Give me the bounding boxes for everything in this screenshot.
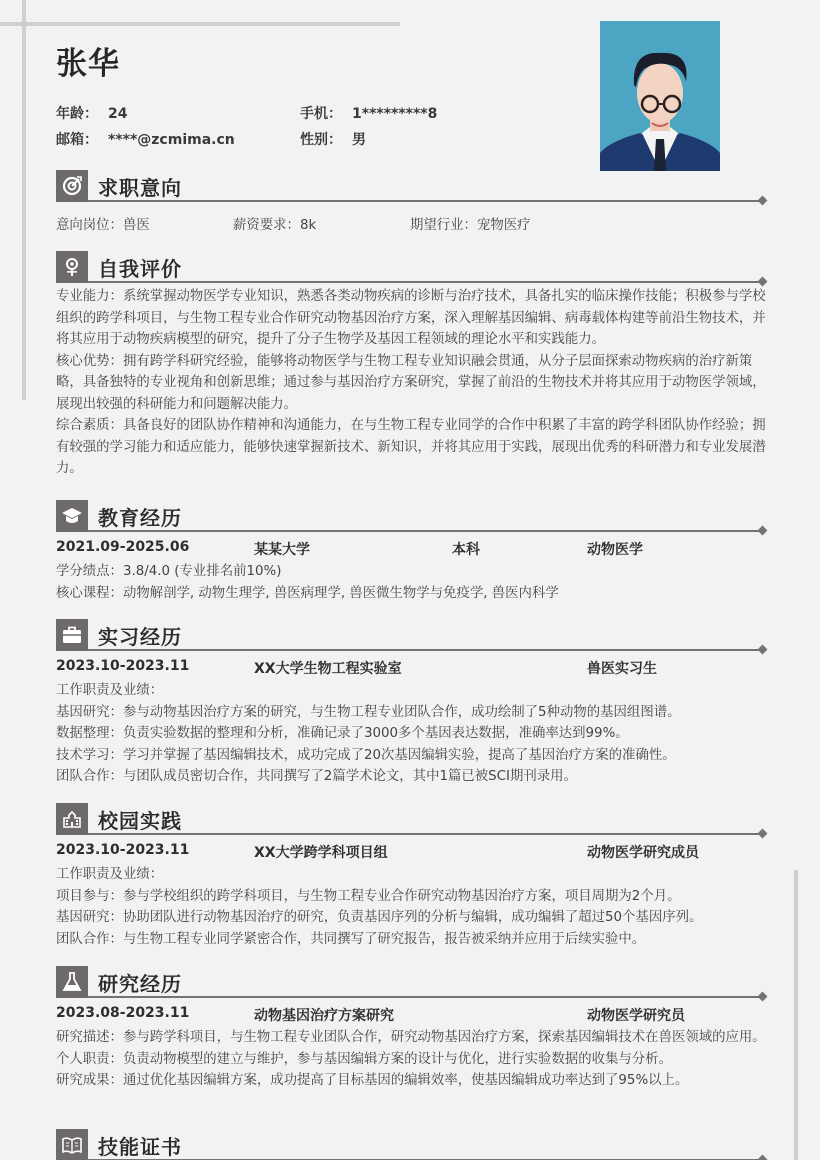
section-header: [56, 966, 766, 998]
flask-icon: [56, 966, 88, 998]
section-title: 求职意向: [98, 176, 182, 200]
email-field: [56, 129, 235, 149]
research-project: 动物基因治疗方案研究: [254, 1008, 394, 1024]
email-value: ****@zcmima.cn: [108, 132, 235, 148]
detail-line: 团队合作：与团队成员密切合作，共同撰写了2篇学术论文，其中1篇已被SCI期刊录用。: [56, 769, 577, 784]
graduation-cap-icon: [56, 500, 88, 532]
phone-label: 手机：: [300, 106, 342, 122]
section-divider: [88, 996, 762, 998]
research-role: 动物医学研究员: [587, 1008, 685, 1024]
section-self-evaluation: [56, 251, 766, 480]
briefcase-icon: [56, 619, 88, 651]
target-icon: [56, 170, 88, 202]
section-research: [56, 966, 766, 1092]
divider-diamond: [758, 992, 768, 1002]
profile-photo: [600, 21, 720, 171]
internship-org: XX大学生物工程实验室: [254, 661, 402, 677]
section-header: [56, 251, 766, 283]
divider-diamond: [758, 277, 768, 287]
intent-position: 意向岗位：兽医: [56, 218, 150, 233]
detail-line: 基因研究：参与动物基因治疗方案的研究，与生物工程专业团队合作，成功绘制了5种动物的基因组图谱。: [56, 704, 681, 720]
self-eval-paragraph: 综合素质：具备良好的团队协作精神和沟通能力，在与生物工程专业同学的合作中积累了丰富的跨学科团队协作经验；拥有较强的学习能力和适应能力，能够快速掌握新技术、新知识，并将其应用于实践，展现出优秀的科研潜力和专业发展潜力。: [56, 418, 766, 476]
research-period: 2023.08-2023.11: [56, 1005, 190, 1021]
internship-period: 2023.10-2023.11: [56, 658, 190, 674]
gender-field: [300, 129, 366, 149]
detail-line: 项目参与：参与学校组织的跨学科项目，与生物工程专业合作研究动物基因治疗方案，项目周期为2个月。: [56, 888, 681, 904]
gender-value: 男: [352, 132, 366, 148]
campus-org: XX大学跨学科项目组: [254, 845, 388, 861]
campus-details: [56, 864, 766, 950]
phone-field: [300, 103, 437, 123]
email-label: 邮箱：: [56, 132, 98, 148]
section-header: [56, 1129, 766, 1160]
self-eval-text: [56, 286, 766, 480]
detail-line: 数据整理：负责实验数据的整理和分析，准确记录了3000多个基因表达数据，准确率达到99%。: [56, 726, 629, 741]
divider-diamond: [758, 829, 768, 839]
education-courses: 核心课程：动物解剖学, 动物生理学, 兽医病理学, 兽医微生物学与免疫学, 兽医内科学: [56, 585, 559, 601]
section-title: 研究经历: [98, 972, 182, 996]
intent-salary: 薪资要求：8k: [233, 218, 317, 233]
divider-diamond: [758, 645, 768, 655]
intent-industry: 期望行业：宠物医疗: [410, 218, 531, 233]
campus-row: [56, 840, 766, 862]
section-divider: [88, 200, 762, 202]
section-internship: [56, 619, 766, 788]
decorative-top-bar: [0, 22, 400, 26]
divider-diamond: [758, 526, 768, 536]
detail-line: 技术学习：学习并掌握了基因编辑技术，成功完成了20次基因编辑实验，提高了基因治疗方案的准确性。: [56, 747, 676, 763]
divider-diamond: [758, 1155, 768, 1160]
self-eval-paragraph: 核心优势：拥有跨学科研究经验，能够将动物医学与生物工程专业知识融会贯通，从分子层面探索动物疾病的治疗新策略，具备独特的专业视角和创新思维；通过参与基因治疗方案研究，掌握了前沿的生物技术并将其应用于动物医学领域，展现出较强的科研能力和问题解决能力。: [56, 353, 766, 412]
section-title: 校园实践: [98, 809, 182, 833]
detail-line: 基因研究：协助团队进行动物基因治疗的研究，负责基因序列的分析与编辑，成功编辑了超过50个基因序列。: [56, 910, 703, 925]
internship-details: [56, 680, 766, 788]
internship-role: 兽医实习生: [587, 661, 657, 677]
research-details: [56, 1027, 766, 1092]
education-degree: 本科: [452, 542, 480, 558]
school-building-icon: [56, 803, 88, 835]
section-divider: [88, 530, 762, 532]
section-divider: [88, 833, 762, 835]
phone-value: 1*********8: [352, 106, 438, 122]
section-divider: [88, 281, 762, 283]
candidate-name: 张华: [56, 46, 120, 82]
internship-row: [56, 656, 766, 678]
education-school: 某某大学: [254, 542, 310, 558]
section-title: 自我评价: [98, 257, 182, 281]
section-title: 教育经历: [98, 506, 182, 530]
section-header: [56, 170, 766, 202]
section-job-intent: [56, 170, 766, 233]
detail-line: 研究成果：通过优化基因编辑方案，成功提高了目标基因的编辑效率，使基因编辑成功率达到了95%以上。: [56, 1073, 689, 1088]
age-label: 年龄：: [56, 106, 98, 122]
book-icon: [56, 1129, 88, 1160]
detail-line: 团队合作：与生物工程专业同学紧密合作，共同撰写了研究报告，报告被采纳并应用于后续实验中。: [56, 931, 646, 947]
section-title: 技能证书: [98, 1135, 182, 1159]
campus-role: 动物医学研究成员: [587, 845, 699, 861]
research-row: [56, 1003, 766, 1025]
detail-line: 个人职责：负责动物模型的建立与维护，参与基因编辑方案的设计与优化，进行实验数据的收集与分析。: [56, 1051, 672, 1067]
education-row: [56, 537, 766, 559]
section-title: 实习经历: [98, 625, 182, 649]
detail-line: 工作职责及业绩：: [56, 683, 164, 698]
campus-period: 2023.10-2023.11: [56, 842, 190, 858]
self-eval-paragraph: 专业能力：系统掌握动物医学专业知识，熟悉各类动物疾病的诊断与治疗技术，具备扎实的临床操作技能；积极参与学校组织的跨学科项目，与生物工程专业合作研究动物基因治疗方案，深入理解基因编辑、病毒载体构建等前沿生物技术，并将其应用于动物疾病模型的研究，提升了分子生物学及基因工程领域的理论水平和实践能力。: [56, 289, 766, 347]
section-header: [56, 500, 766, 532]
education-details: [56, 561, 766, 604]
detail-line: 工作职责及业绩：: [56, 867, 164, 882]
section-header: [56, 619, 766, 651]
decorative-left-bar: [22, 0, 26, 400]
gender-label: 性别：: [300, 132, 342, 148]
age-value: 24: [108, 106, 128, 122]
education-period: 2021.09-2025.06: [56, 539, 190, 555]
section-campus-practice: [56, 803, 766, 950]
divider-diamond: [758, 196, 768, 206]
section-education: [56, 500, 766, 604]
education-major: 动物医学: [587, 542, 643, 558]
detail-line: 研究描述：参与跨学科项目，与生物工程专业团队合作，研究动物基因治疗方案，探索基因编辑技术在兽医领域的应用。: [56, 1030, 766, 1045]
education-gpa: 学分绩点：3.8/4.0 (专业排名前10%): [56, 564, 282, 579]
age-field: [56, 103, 127, 123]
section-skills: [56, 1129, 766, 1160]
section-divider: [88, 649, 762, 651]
intent-row: [56, 211, 766, 233]
decorative-right-bar: [794, 870, 798, 1160]
section-header: [56, 803, 766, 835]
flower-icon: [56, 251, 88, 283]
